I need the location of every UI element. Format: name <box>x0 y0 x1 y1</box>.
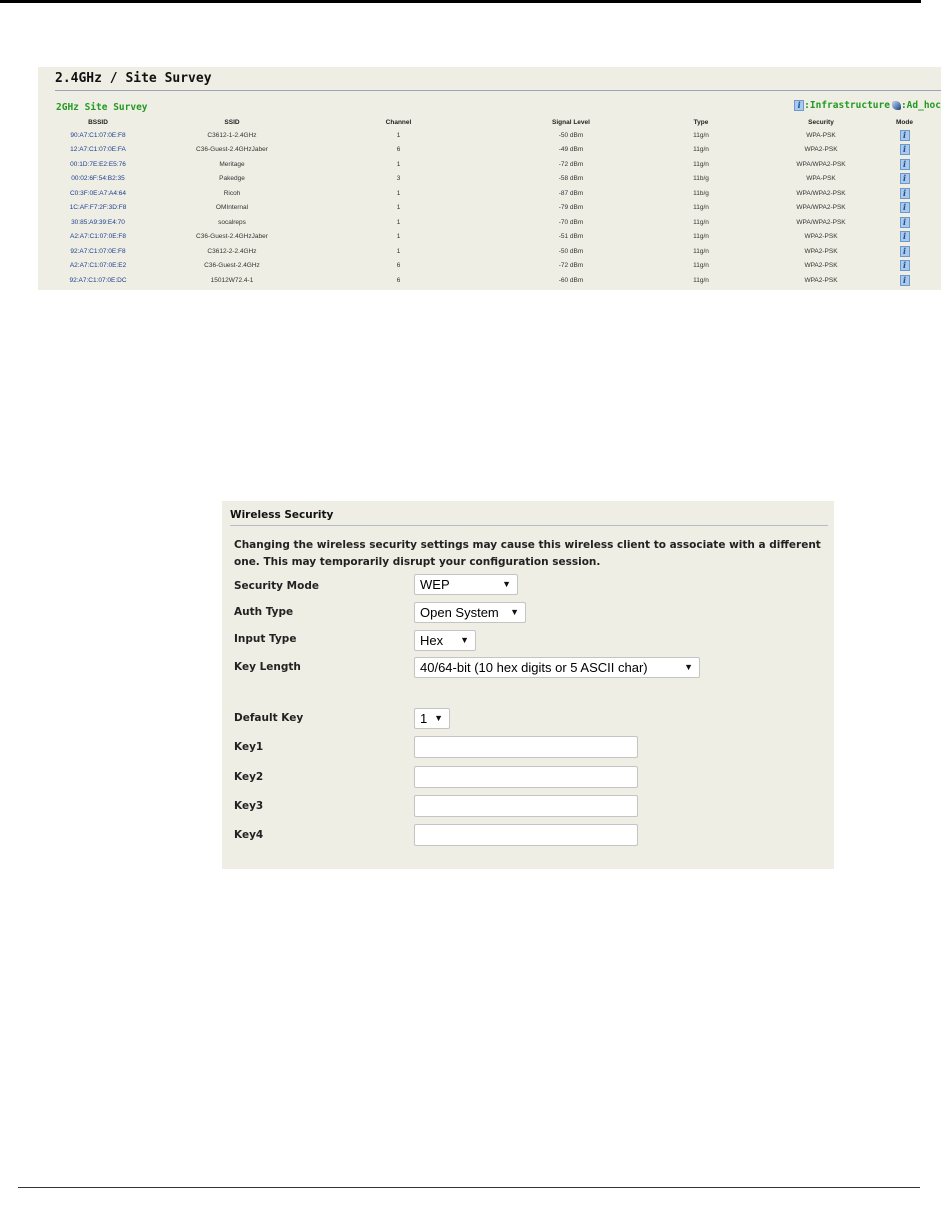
chevron-down-icon: ▼ <box>510 607 519 617</box>
key2-label: Key2 <box>234 771 264 783</box>
signal-cell: -51 dBm <box>558 233 584 241</box>
ssid-cell: C36-Guest-2.4GHz <box>204 262 260 270</box>
ssid-cell: C36-Guest-2.4GHzJaber <box>196 146 268 154</box>
signal-cell: -72 dBm <box>558 160 584 168</box>
info-icon: i <box>900 231 910 242</box>
survey-divider <box>55 90 941 91</box>
signal-cell: -50 dBm <box>558 131 584 139</box>
bssid-link[interactable]: 12:A7:C1:07:0E:FA <box>70 146 126 154</box>
auth-type-label: Auth Type <box>234 606 294 618</box>
type-cell: 11g/n <box>693 131 709 139</box>
info-icon: i <box>900 130 910 141</box>
key3-field[interactable] <box>414 795 638 817</box>
channel-cell: 1 <box>396 204 401 212</box>
security-warning-note: Changing the wireless security settings may cause this wireless client to associate with a different one. This may temporarily disrupt your configuration session. <box>234 539 821 568</box>
mode-cell <box>891 143 918 158</box>
info-icon: i <box>900 144 910 155</box>
type-cell: 11g/n <box>693 262 709 270</box>
mode-cell <box>891 128 918 143</box>
mode-cell <box>891 186 918 201</box>
panel-divider <box>230 525 828 526</box>
table-row[interactable] <box>38 230 918 245</box>
ssid-cell: Meritage <box>219 160 245 168</box>
bssid-link[interactable]: 00:02:6F:54:B2:35 <box>71 175 125 183</box>
info-icon: i <box>900 260 910 271</box>
mode-cell <box>891 215 918 230</box>
ssid-cell: 15012W72.4-1 <box>210 276 254 284</box>
ssid-cell: OMInternal <box>215 204 249 212</box>
security-mode-select[interactable] <box>414 574 518 595</box>
bssid-link[interactable]: C0:3F:0E:A7:A4:64 <box>69 189 126 197</box>
security-cell: WPA-PSK <box>806 175 836 183</box>
security-cell: WPA/WPA2-PSK <box>796 189 846 197</box>
key3-label: Key3 <box>234 800 264 812</box>
input-type-select[interactable] <box>414 630 476 651</box>
table-row[interactable] <box>38 259 918 274</box>
mode-cell <box>891 273 918 288</box>
chevron-down-icon: ▼ <box>460 635 469 645</box>
bssid-link[interactable]: 30:85:A9:39:E4:70 <box>71 218 125 226</box>
security-cell: WPA2-PSK <box>804 276 838 284</box>
signal-cell: -72 dBm <box>558 262 584 270</box>
key4-label: Key4 <box>234 829 264 841</box>
signal-cell: -50 dBm <box>558 247 584 255</box>
channel-cell: 1 <box>396 247 401 255</box>
bssid-link[interactable]: 90:A7:C1:07:0E:F8 <box>70 131 126 139</box>
channel-cell: 6 <box>396 146 401 154</box>
column-header-security[interactable]: Security <box>808 118 834 126</box>
top-rule <box>0 0 921 3</box>
key2-field[interactable] <box>414 766 638 788</box>
mode-cell <box>891 157 918 172</box>
signal-cell: -87 dBm <box>558 189 584 197</box>
bssid-link[interactable]: A2:A7:C1:07:0E:F8 <box>69 233 126 241</box>
column-header-signal[interactable]: Signal Level <box>552 118 590 126</box>
table-row[interactable] <box>38 172 918 187</box>
site-survey-panel <box>38 67 941 290</box>
signal-cell: -58 dBm <box>558 175 584 183</box>
channel-cell: 6 <box>396 276 401 284</box>
info-icon: i <box>900 246 910 257</box>
security-cell: WPA2-PSK <box>804 233 838 241</box>
column-header-type[interactable]: Type <box>693 118 709 126</box>
type-cell: 11g/n <box>693 247 709 255</box>
info-icon: i <box>900 202 910 213</box>
survey-header-row <box>38 116 918 128</box>
security-cell: WPA2-PSK <box>804 262 838 270</box>
security-cell: WPA2-PSK <box>804 146 838 154</box>
column-header-mode[interactable]: Mode <box>896 118 913 126</box>
input-type-value: Hex <box>420 633 444 648</box>
table-row[interactable] <box>38 128 918 143</box>
type-cell: 11g/n <box>693 218 709 226</box>
panel-title: Wireless Security <box>230 509 334 521</box>
key-length-label: Key Length <box>234 661 301 673</box>
table-row[interactable] <box>38 157 918 172</box>
info-icon: i <box>900 159 910 170</box>
column-header-ssid[interactable]: SSID <box>224 118 240 126</box>
mode-legend <box>794 100 941 111</box>
key-length-select[interactable] <box>414 657 700 678</box>
channel-cell: 1 <box>396 233 401 241</box>
ssid-cell: C3612-1-2.4GHz <box>207 131 257 139</box>
key-length-value: 40/64-bit (10 hex digits or 5 ASCII char) <box>420 660 648 675</box>
info-icon: i <box>900 275 910 286</box>
bottom-rule <box>18 1187 920 1188</box>
type-cell: 11b/g <box>693 175 709 183</box>
default-key-select[interactable] <box>414 708 450 729</box>
mode-cell <box>891 172 918 187</box>
signal-cell: -70 dBm <box>558 218 584 226</box>
mode-cell <box>891 230 918 245</box>
column-header-bssid[interactable]: BSSID <box>88 118 108 126</box>
channel-cell: 1 <box>396 189 401 197</box>
mode-cell <box>891 244 918 259</box>
survey-table <box>38 116 918 288</box>
legend-adhoc: :Ad_hoc <box>900 100 941 111</box>
mode-cell <box>891 201 918 216</box>
table-row[interactable] <box>38 244 918 259</box>
info-icon: i <box>794 100 804 111</box>
column-header-channel[interactable]: Channel <box>385 118 412 126</box>
channel-cell: 1 <box>396 218 401 226</box>
key4-field[interactable] <box>414 824 638 846</box>
security-cell: WPA/WPA2-PSK <box>796 204 846 212</box>
info-icon: i <box>900 217 910 228</box>
type-cell: 11g/n <box>693 204 709 212</box>
type-cell: 11g/n <box>693 233 709 241</box>
legend-infrastructure: :Infrastructure <box>804 100 890 111</box>
type-cell: 11g/n <box>693 276 709 284</box>
pencil-icon <box>892 101 901 110</box>
table-row[interactable] <box>38 186 918 201</box>
table-row[interactable] <box>38 215 918 230</box>
chevron-down-icon: ▼ <box>502 579 511 589</box>
ssid-cell: Pakedge <box>219 175 245 183</box>
type-cell: 11b/g <box>693 189 709 197</box>
ssid-cell: socalreps <box>218 218 246 226</box>
default-key-label: Default Key <box>234 712 304 724</box>
chevron-down-icon: ▼ <box>684 662 693 672</box>
bssid-link[interactable]: 1C:AF:F7:2F:3D:F8 <box>69 204 127 212</box>
channel-cell: 1 <box>396 131 401 139</box>
security-mode-value: WEP <box>420 577 450 592</box>
type-cell: 11g/n <box>693 160 709 168</box>
security-cell: WPA2-PSK <box>804 247 838 255</box>
signal-cell: -60 dBm <box>558 276 584 284</box>
ssid-cell: C36-Guest-2.4GHzJaber <box>196 233 268 241</box>
security-mode-label: Security Mode <box>234 580 319 592</box>
wireless-security-panel <box>222 501 834 869</box>
key1-label: Key1 <box>234 741 264 753</box>
signal-cell: -79 dBm <box>558 204 584 212</box>
bssid-link[interactable]: A2:A7:C1:07:0E:E2 <box>69 262 127 270</box>
signal-cell: -49 dBm <box>558 146 584 154</box>
input-type-label: Input Type <box>234 633 297 645</box>
mode-cell <box>891 259 918 274</box>
ssid-cell: C3612-2-2.4GHz <box>207 247 257 255</box>
info-icon: i <box>900 173 910 184</box>
security-cell: WPA/WPA2-PSK <box>796 218 846 226</box>
info-icon: i <box>900 188 910 199</box>
security-cell: WPA/WPA2-PSK <box>796 160 846 168</box>
auth-type-select[interactable] <box>414 602 526 623</box>
default-key-value: 1 <box>420 711 428 726</box>
table-row[interactable] <box>38 201 918 216</box>
security-cell: WPA-PSK <box>806 131 836 139</box>
ssid-cell: Ricoh <box>223 189 241 197</box>
type-cell: 11g/n <box>693 146 709 154</box>
table-row[interactable] <box>38 143 918 158</box>
survey-subtitle: 2GHz Site Survey <box>56 102 148 113</box>
channel-cell: 3 <box>396 175 401 183</box>
channel-cell: 6 <box>396 262 401 270</box>
auth-type-value: Open System <box>420 605 499 620</box>
bssid-link[interactable]: 00:1D:7E:E2:E5:76 <box>70 160 126 168</box>
table-row[interactable] <box>38 273 918 288</box>
survey-title: 2.4GHz / Site Survey <box>55 71 212 86</box>
chevron-down-icon: ▼ <box>434 713 443 723</box>
key1-field[interactable] <box>414 736 638 758</box>
bssid-link[interactable]: 92:A7:C1:07:0E:F8 <box>70 247 126 255</box>
channel-cell: 1 <box>396 160 401 168</box>
bssid-link[interactable]: 92:A7:C1:07:0E:DC <box>69 276 127 284</box>
